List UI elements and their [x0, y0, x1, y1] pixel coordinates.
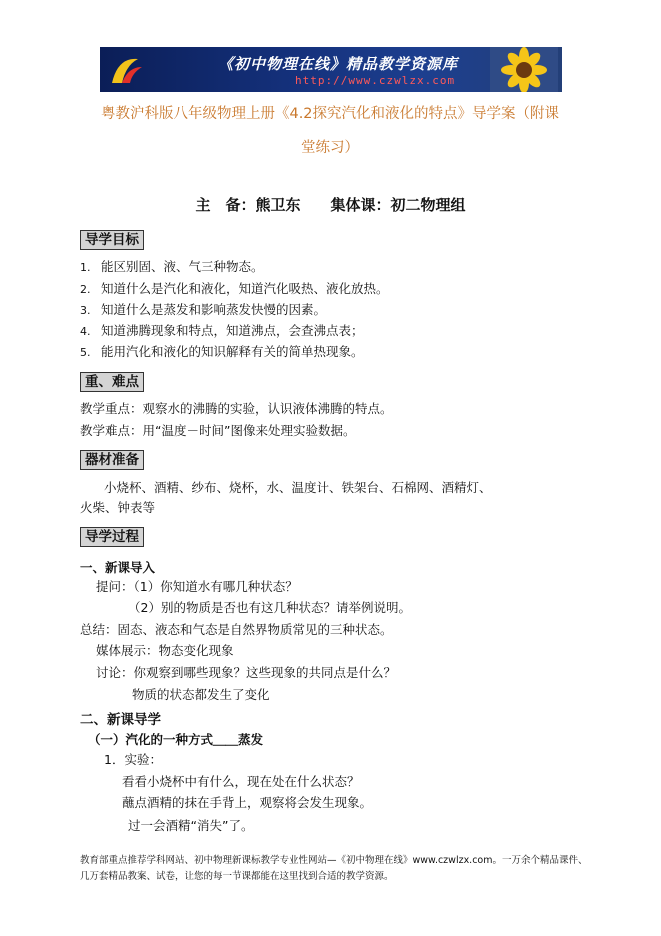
goal-text: 知道什么是汽化和液化，知道汽化吸热、液化放热。: [101, 281, 389, 296]
goal-number: 3.: [80, 304, 91, 317]
goal-number: 1.: [80, 261, 91, 274]
goal-number: 4.: [80, 325, 91, 338]
goal-item: [80, 281, 389, 298]
subsection-heading: （一）汽化的一种方式＿＿蒸发: [88, 732, 264, 747]
sunflower-image: [490, 47, 558, 92]
section-tag-equipment: 器材准备: [80, 450, 144, 470]
goal-text: 知道什么是蒸发和影响蒸发快慢的因素。: [101, 302, 327, 317]
goal-text: 能区别固、液、气三种物态。: [101, 259, 264, 274]
teaching-focus: 教学重点：观察水的沸腾的实验，认识液体沸腾的特点。: [80, 401, 393, 416]
media-display-text: 媒体展示：物态变化现象: [96, 643, 234, 658]
goal-number: 5.: [80, 346, 91, 359]
goal-item: [80, 323, 364, 340]
part2-heading: 二、新课导学: [80, 712, 161, 728]
section-tag-key-points: 重、难点: [80, 372, 144, 392]
site-logo: [108, 53, 146, 87]
document-title-line2: 堂练习）: [301, 140, 359, 156]
experiment-label: 1．实验：: [104, 752, 162, 767]
equipment-list-line2: 火柴、钟表等: [80, 500, 156, 515]
goal-text: 知道沸腾现象和特点，知道沸点，会查沸点表；: [101, 323, 364, 338]
equipment-list-line1: 小烧杯、酒精、纱布、烧杯，水、温度计、铁架台、石棉网、酒精灯、: [104, 480, 492, 495]
banner-title: 《初中物理在线》精品教学资源库: [218, 55, 459, 73]
question-1: 提问：（1）你知道水有哪几种状态？: [96, 579, 298, 594]
author-line: 主 备：熊卫东 集体课：初二物理组: [195, 196, 466, 214]
goal-item: [80, 344, 364, 361]
experiment-step-1: 看看小烧杯中有什么，现在处在什么状态？: [122, 774, 360, 789]
document-title-line1: 粤教沪科版八年级物理上册《4.2探究汽化和液化的特点》导学案（附课: [100, 106, 560, 122]
footer-note: 教育部重点推荐学科网站、初中物理新课标教学专业性网站—《初中物理在线》www.czwlzx.com。一万余个精品课件、几万套精品教案、试卷，让您的每一节课都能在这里找到合适的教学资源。: [80, 855, 588, 882]
teaching-difficulty: 教学难点：用“温度－时间”图像来处理实验数据。: [80, 423, 356, 438]
discussion-text: 讨论：你观察到哪些现象？这些现象的共同点是什么？: [96, 665, 397, 680]
header-banner: [100, 47, 562, 92]
summary-text: 总结：固态、液态和气态是自然界物质常见的三种状态。: [80, 622, 393, 637]
question-2: （2）别的物质是否也有这几种状态？请举例说明。: [128, 600, 411, 615]
section-tag-goals: 导学目标: [80, 230, 144, 250]
goal-number: 2.: [80, 283, 91, 296]
section-tag-process: 导学过程: [80, 527, 144, 547]
banner-url: http://www.czwlzx.com: [295, 74, 456, 87]
goal-item: [80, 302, 326, 319]
experiment-step-2: 蘸点酒精的抹在手背上，观察将会发生现象。: [122, 795, 373, 810]
discussion-answer: 物质的状态都发生了变化: [132, 687, 270, 702]
part1-heading: 一、新课导入: [80, 560, 156, 575]
experiment-step-3: 过一会酒精“消失”了。: [128, 818, 254, 833]
goal-item: [80, 259, 264, 276]
goal-text: 能用汽化和液化的知识解释有关的简单热现象。: [101, 344, 364, 359]
